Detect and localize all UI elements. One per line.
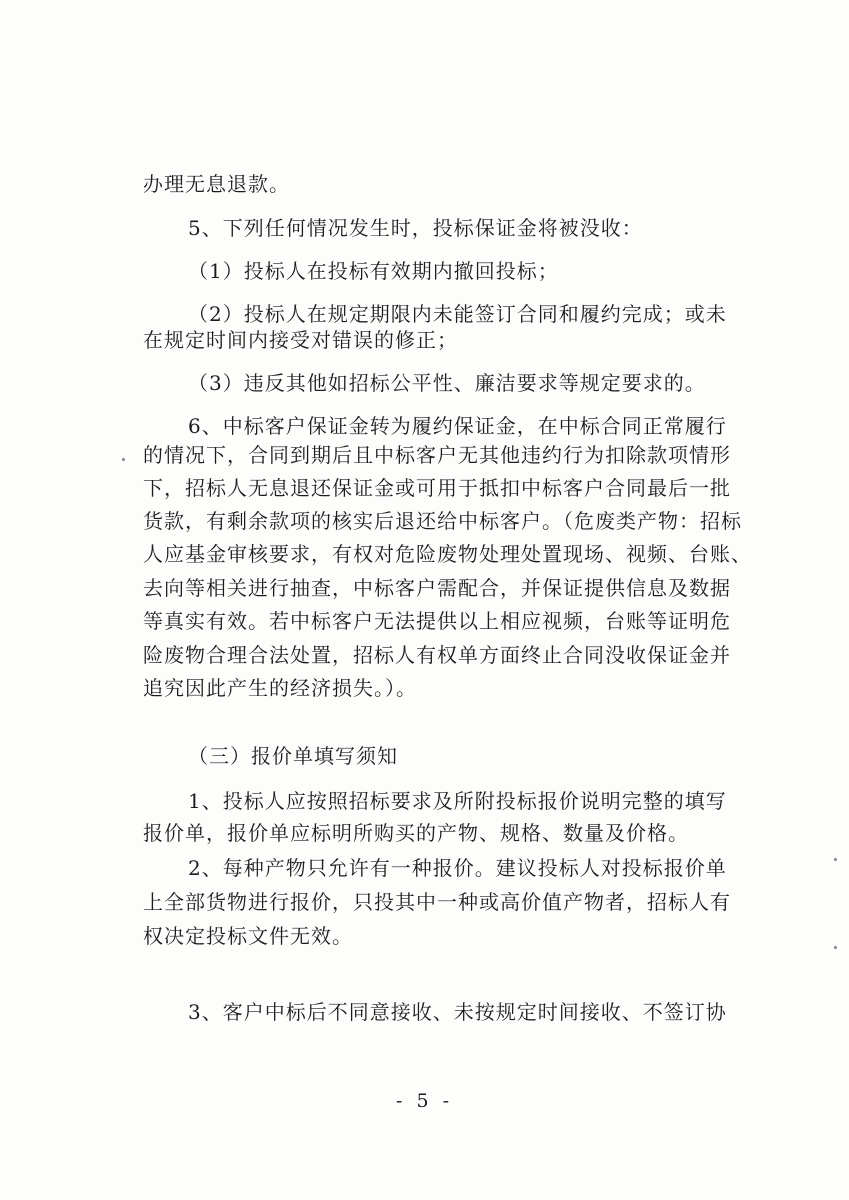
text-line-20: 上全部货物进行报价，只投其中一种或高价值产物者，招标人有 (143, 890, 731, 914)
text-line-7: 6、中标客户保证金转为履约保证金，在中标合同正常履行 (188, 414, 727, 438)
text-line-1: 办理无息退款。 (143, 172, 290, 196)
text-line-17: 1、投标人应按照招标要求及所附投标报价说明完整的填写 (188, 789, 727, 813)
text-line-21: 权决定投标文件无效。 (143, 924, 353, 948)
text-line-9: 下，招标人无息退还保证金或可用于抵扣中标客户合同最后一批 (143, 476, 731, 500)
scan-speck (122, 458, 125, 461)
text-line-22: 3、客户中标后不同意接收、未按规定时间接收、不签订协 (188, 1000, 727, 1024)
text-line-15: 追究因此产生的经济损失。）。 (143, 676, 417, 700)
text-line-14: 险废物合理合法处置，招标人有权单方面终止合同没收保证金并 (143, 643, 731, 667)
text-line-10: 货款，有剩余款项的核实后退还给中标客户。（危废类产物：招标 (143, 509, 742, 533)
text-line-4: （2）投标人在规定期限内未能签订合同和履约完成；或未 (188, 302, 727, 326)
scan-speck (834, 946, 837, 949)
text-line-2: 5、下列任何情况发生时，投标保证金将被没收： (188, 216, 643, 240)
text-line-19: 2、每种产物只允许有一种报价。建议投标人对投标报价单 (188, 856, 727, 880)
scan-speck (834, 858, 837, 861)
text-line-8: 的情况下，合同到期后且中标客户无其他违约行为扣除款项情形 (143, 443, 731, 467)
text-line-5: 在规定时间内接受对错误的修正； (143, 328, 458, 352)
text-line-6: （3）违反其他如招标公平性、廉洁要求等规定要求的。 (188, 371, 706, 395)
text-line-13: 等真实有效。若中标客户无法提供以上相应视频，台账等证明危 (143, 609, 731, 633)
text-line-11: 人应基金审核要求，有权对危险废物处理处置现场、视频、台账、 (143, 542, 752, 566)
page-number: - 5 - (395, 1090, 453, 1112)
text-line-3: （1）投标人在投标有效期内撤回投标； (188, 259, 559, 283)
section-heading: （三）报价单填写须知 (188, 744, 398, 768)
text-line-12: 去向等相关进行抽查，中标客户需配合，并保证提供信息及数据 (143, 576, 731, 600)
text-line-18: 报价单，报价单应标明所购买的产物、规格、数量及价格。 (143, 821, 689, 845)
